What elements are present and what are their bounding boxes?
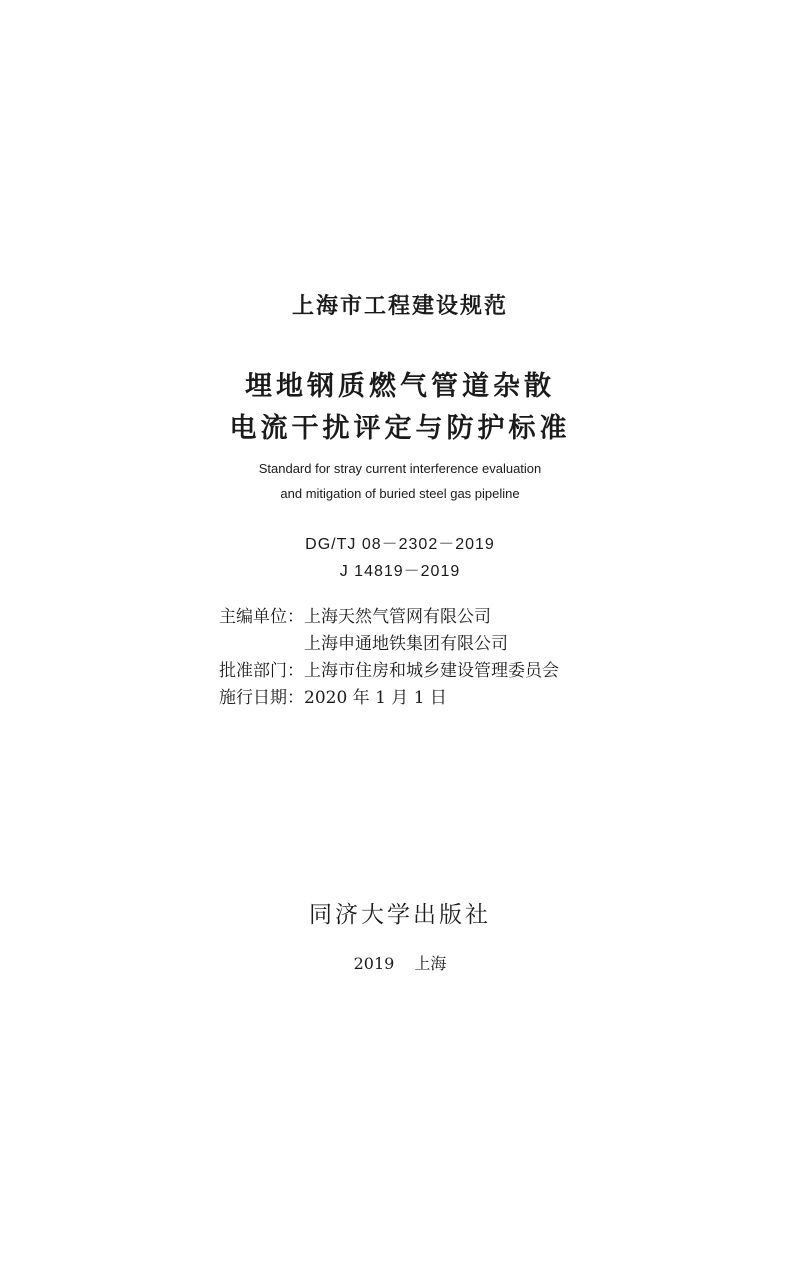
record-number: J 14819－2019 (339, 563, 461, 580)
standard-number: DG/TJ 08－2302－2019 (305, 536, 495, 553)
date-label: 施行日期： (219, 688, 304, 708)
main-title-line-1: 埋地钢质燃气管道杂散 (245, 371, 555, 402)
editor-label: 主编单位： (219, 607, 304, 627)
publisher-line (0, 951, 800, 974)
editor-secondary: 上海申通地铁集团有限公司 (304, 634, 508, 654)
editor-primary: 上海天然气管网有限公司 (304, 607, 491, 627)
publisher-name: 同济大学出版社 (309, 902, 491, 928)
publication-info (219, 604, 559, 712)
publish-year: 2019 (353, 954, 395, 973)
editor-row (219, 604, 559, 631)
series-title: 上海市工程建设规范 (291, 294, 508, 319)
approver-value: 上海市住房和城乡建设管理委员会 (304, 661, 559, 681)
date-value: 2020 年 1 月 1 日 (304, 688, 447, 708)
editor-row-2 (219, 631, 559, 658)
english-title-line-1: Standard for stray current interference evaluation (258, 461, 542, 476)
approver-row (219, 658, 559, 685)
approver-label: 批准部门： (219, 661, 304, 681)
date-row (219, 685, 559, 712)
publish-city: 上海 (414, 954, 447, 973)
english-title-line-2: and mitigation of buried steel gas pipeline (280, 486, 520, 501)
main-title-line-2: 电流干扰评定与防护标准 (229, 413, 571, 444)
